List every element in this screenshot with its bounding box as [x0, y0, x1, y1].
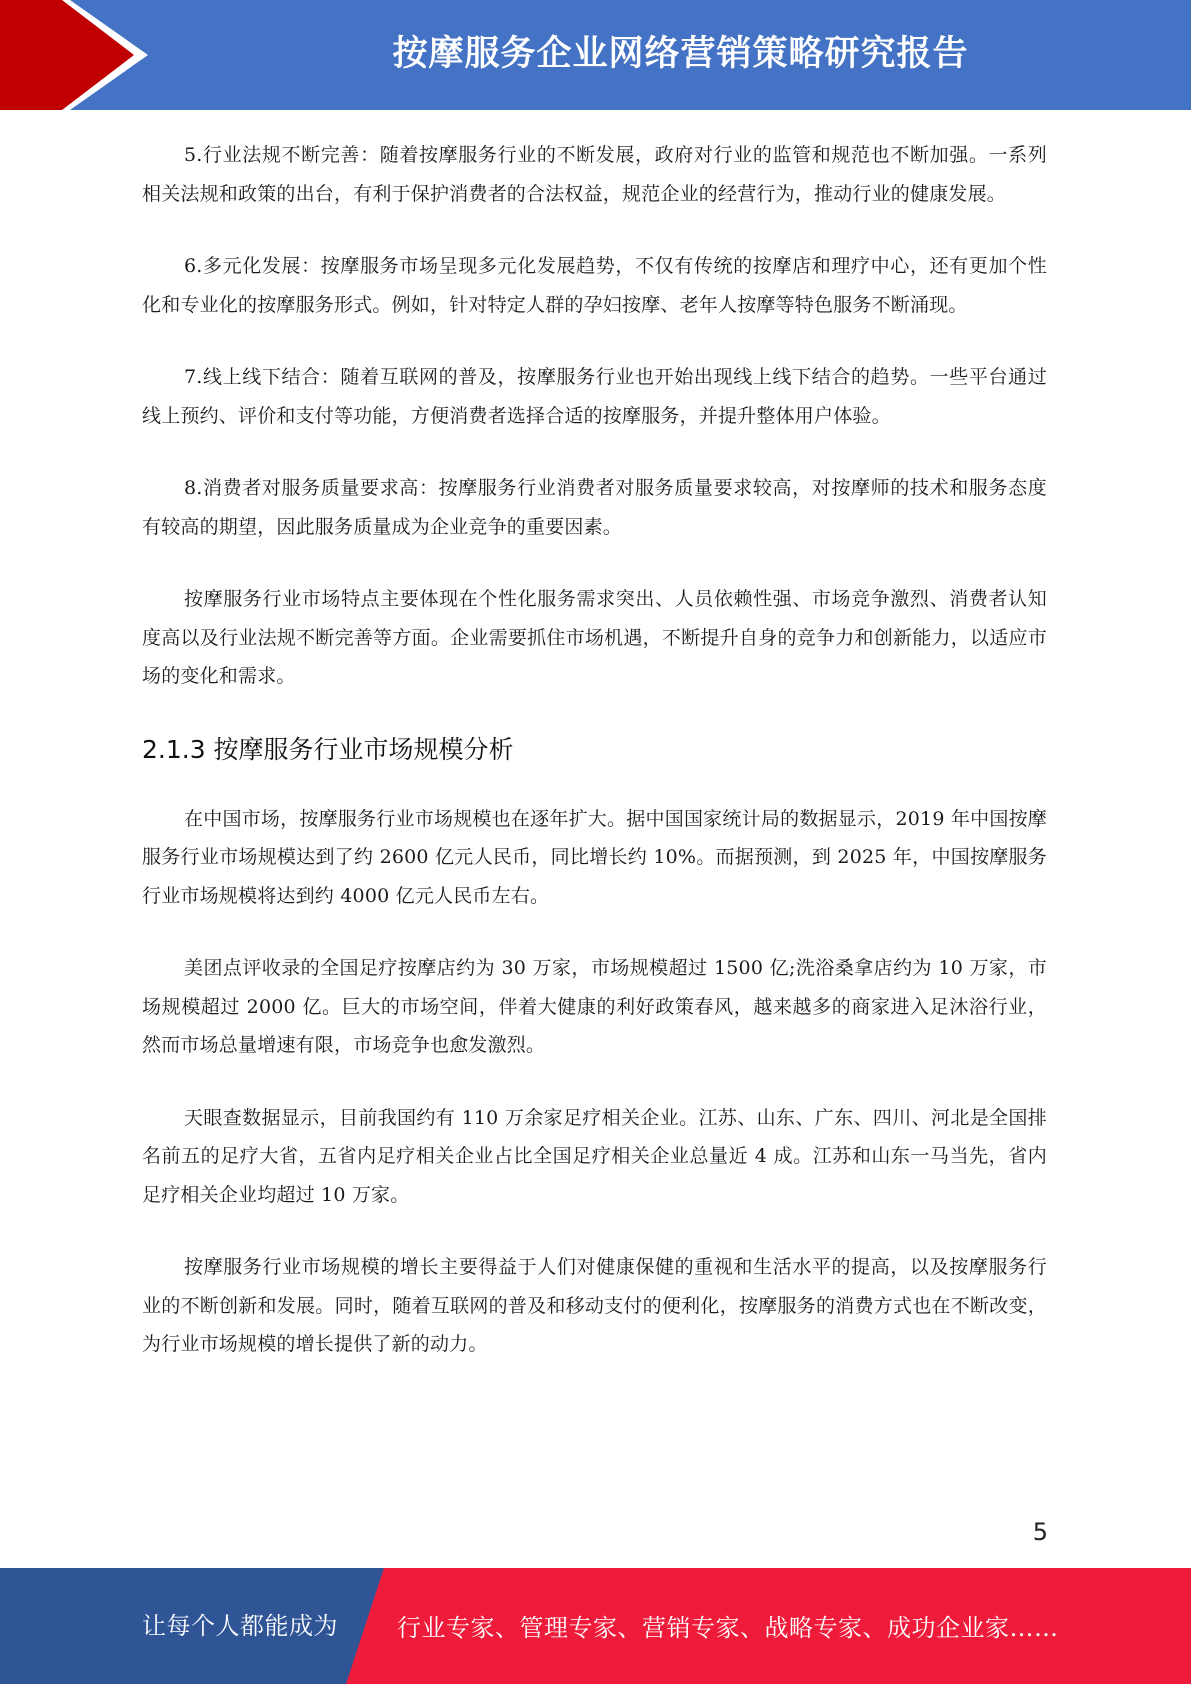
paragraph: 7.线上线下结合：随着互联网的普及，按摩服务行业也开始出现线上线下结合的趋势。一些平台通过线上预约、评价和支付等功能，方便消费者选择合适的按摩服务，并提升整体用户体验。	[142, 366, 1047, 427]
report-title: 按摩服务企业网络营销策略研究报告	[392, 34, 969, 74]
paragraph: 6.多元化发展：按摩服务市场呈现多元化发展趋势，不仅有传统的按摩店和理疗中心，还有更加个性化和专业化的按摩服务形式。例如，针对特定人群的孕妇按摩、老年人按摩等特色服务不断涌现。	[142, 255, 1047, 316]
page-number: 5	[1032, 1518, 1048, 1546]
paragraph: 5.行业法规不断完善：随着按摩服务行业的不断发展，政府对行业的监管和规范也不断加强。一系列相关法规和政策的出台，有利于保护消费者的合法权益，规范企业的经营行为，推动行业的健康发展。	[142, 144, 1047, 205]
footer-slogan-right: 行业专家、管理专家、营销专家、战略专家、成功企业家……	[397, 1614, 1059, 1642]
paragraph: 8.消费者对服务质量要求高：按摩服务行业消费者对服务质量要求较高，对按摩师的技术和服务态度有较高的期望，因此服务质量成为企业竞争的重要因素。	[142, 477, 1047, 538]
page-footer	[0, 1568, 1191, 1684]
paragraph: 天眼查数据显示，目前我国约有 110 万余家足疗相关企业。江苏、山东、广东、四川、河北是全国排名前五的足疗大省，五省内足疗相关企业占比全国足疗相关企业总量近 4 成。江苏和山东一马当先，省内足疗相关企业均超过 10 万家。	[142, 1106, 1047, 1206]
paragraph: 按摩服务行业市场特点主要体现在个性化服务需求突出、人员依赖性强、市场竞争激烈、消费者认知度高以及行业法规不断完善等方面。企业需要抓住市场机遇，不断提升自身的竞争力和创新能力，以适应市场的变化和需求。	[142, 588, 1047, 687]
document-body	[142, 136, 1047, 1398]
section-heading: 2.1.3 按摩服务行业市场规模分析	[142, 734, 514, 764]
page-header	[0, 0, 1191, 110]
paragraph: 美团点评收录的全国足疗按摩店约为 30 万家，市场规模超过 1500 亿;洗浴桑拿店约为 10 万家，市场规模超过 2000 亿。巨大的市场空间，伴着大健康的利好政策春风，越来越多的商家进入足沐浴行业，然而市场总量增速有限，市场竞争也愈发激烈。	[142, 957, 1047, 1056]
paragraph: 按摩服务行业市场规模的增长主要得益于人们对健康保健的重视和生活水平的提高，以及按摩服务行业的不断创新和发展。同时，随着互联网的普及和移动支付的便利化，按摩服务的消费方式也在不断改变，为行业市场规模的增长提供了新的动力。	[142, 1256, 1047, 1355]
footer-slogan-left: 让每个人都能成为	[142, 1612, 338, 1640]
chevron-arrow-icon	[0, 0, 150, 110]
paragraph: 在中国市场，按摩服务行业市场规模也在逐年扩大。据中国国家统计局的数据显示，2019 年中国按摩服务行业市场规模达到了约 2600 亿元人民币，同比增长约 10%。而据预测，到 2025 年，中国按摩服务行业市场规模将达到约 4000 亿元人民币左右。	[142, 807, 1047, 907]
